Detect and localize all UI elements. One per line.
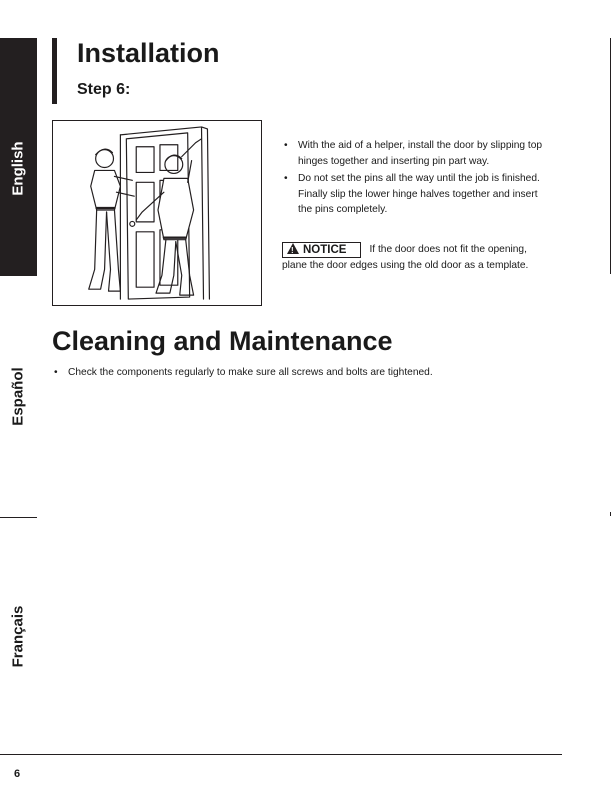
notice-badge [282, 242, 361, 258]
instruction-item: • Do not set the pins all the way until the job is finished. Finally slip the lower hinge halves together and insert the pins completely. [282, 171, 544, 218]
notice-text: If the door does not fit the opening, plane the door edges using the old door as a template. [282, 244, 529, 271]
footer-rule [0, 754, 562, 755]
heading-accent-bar [52, 38, 57, 104]
page-title: Installation [77, 38, 220, 68]
notice-block [282, 242, 544, 274]
notice-label: NOTICE [303, 244, 347, 256]
cleaning-item: • Check the components regularly to make sure all screws and bolts are tightened. [52, 366, 572, 380]
installation-instructions [282, 138, 544, 220]
tab-divider [0, 517, 37, 518]
warning-triangle-icon [287, 243, 299, 254]
section-title-cleaning: Cleaning and Maintenance [52, 326, 393, 356]
page-number: 6 [14, 768, 21, 780]
page-edge-mark [610, 512, 611, 516]
page-edge-mark [610, 38, 611, 274]
instruction-item: • With the aid of a helper, install the door by slipping top hinges together and inserting pin part way. [282, 138, 544, 169]
tab-espanol: Español [9, 367, 27, 426]
door-helpers-drawing [53, 121, 261, 305]
cleaning-list [52, 366, 572, 380]
tab-english: English [9, 141, 27, 196]
door-installation-illustration [52, 120, 262, 306]
tab-francais: Français [9, 605, 27, 668]
step-title: Step 6: [77, 81, 131, 98]
